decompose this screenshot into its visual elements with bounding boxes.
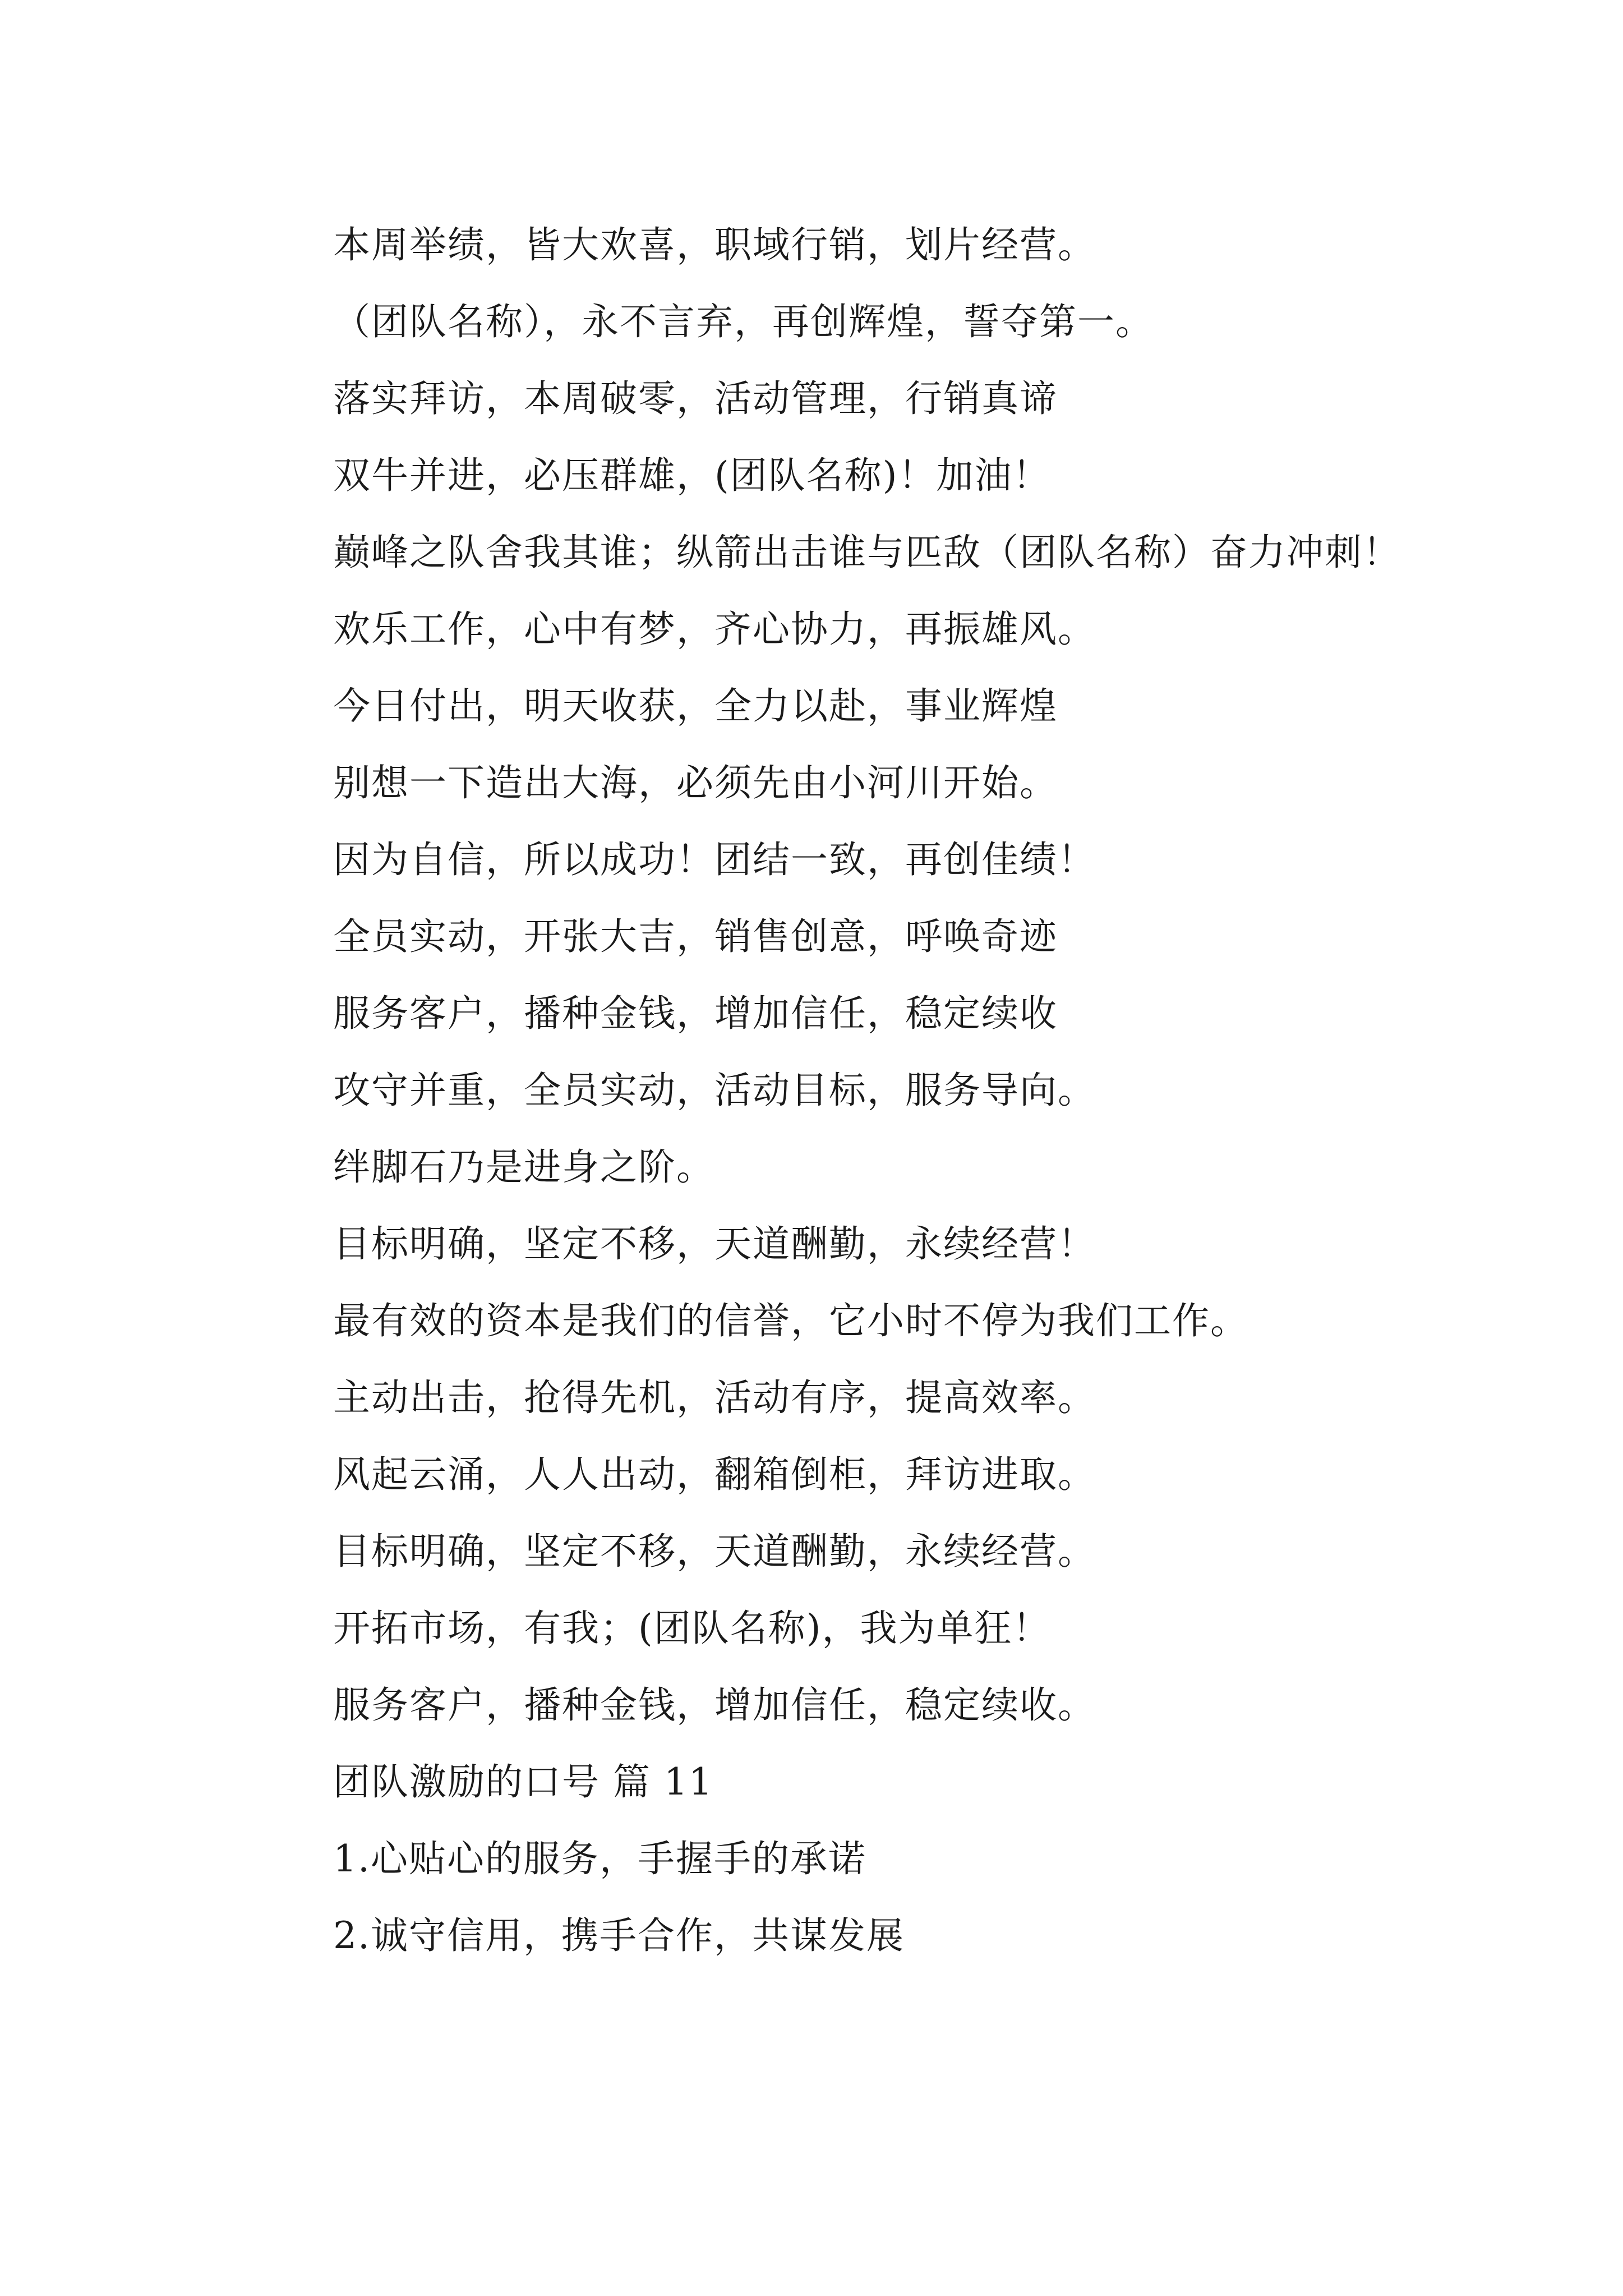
document-body <box>247 206 1424 1974</box>
text-line: （团队名称），永不言弃，再创辉煌，誓夺第一。 <box>333 300 1154 343</box>
text-line: 攻守并重，全员实动，活动目标，服务导向。 <box>333 1069 1096 1112</box>
text-line: 双牛并进，必压群雄，(团队名称)！加油！ <box>333 454 1051 497</box>
text-line: 开拓市场，有我；(团队名称)，我为单狂！ <box>333 1607 1051 1650</box>
text-line: 风起云涌，人人出动，翻箱倒柜，拜访进取。 <box>333 1453 1096 1496</box>
text-line: 落实拜访，本周破零，活动管理，行销真谛 <box>333 377 1058 420</box>
list-item: 2.诚守信用，携手合作，共谋发展 <box>333 1914 905 1957</box>
text-line: 主动出击，抢得先机，活动有序，提高效率。 <box>333 1376 1096 1419</box>
text-line: 服务客户，播种金钱，增加信任，稳定续收 <box>333 992 1058 1035</box>
text-line: 本周举绩，皆大欢喜，职域行销，划片经营。 <box>333 223 1096 266</box>
list-item: 1.心贴心的服务，手握手的承诺 <box>333 1837 866 1880</box>
text-line: 目标明确，坚定不移，天道酬勤，永续经营。 <box>333 1530 1096 1573</box>
text-line: 全员实动，开张大吉，销售创意，呼唤奇迹 <box>333 915 1058 958</box>
text-line: 今日付出，明天收获，全力以赴，事业辉煌 <box>333 684 1058 728</box>
text-line: 目标明确，坚定不移，天道酬勤，永续经营！ <box>333 1222 1096 1266</box>
text-line: 巅峰之队舍我其谁；纵箭出击谁与匹敌（团队名称）奋力冲刺！ <box>333 531 1401 574</box>
text-line: 最有效的资本是我们的信誉，它小时不停为我们工作。 <box>333 1299 1248 1342</box>
text-line: 欢乐工作，心中有梦，齐心协力，再振雄风。 <box>333 608 1096 651</box>
text-line: 服务客户，播种金钱，增加信任，稳定续收。 <box>333 1683 1096 1727</box>
text-line: 因为自信，所以成功！团结一致，再创佳绩！ <box>333 838 1096 881</box>
text-line: 别想一下造出大海，必须先由小河川开始。 <box>333 761 1058 804</box>
section-heading: 团队激励的口号 篇 11 <box>333 1760 713 1803</box>
text-line: 绊脚石乃是进身之阶。 <box>333 1145 714 1189</box>
